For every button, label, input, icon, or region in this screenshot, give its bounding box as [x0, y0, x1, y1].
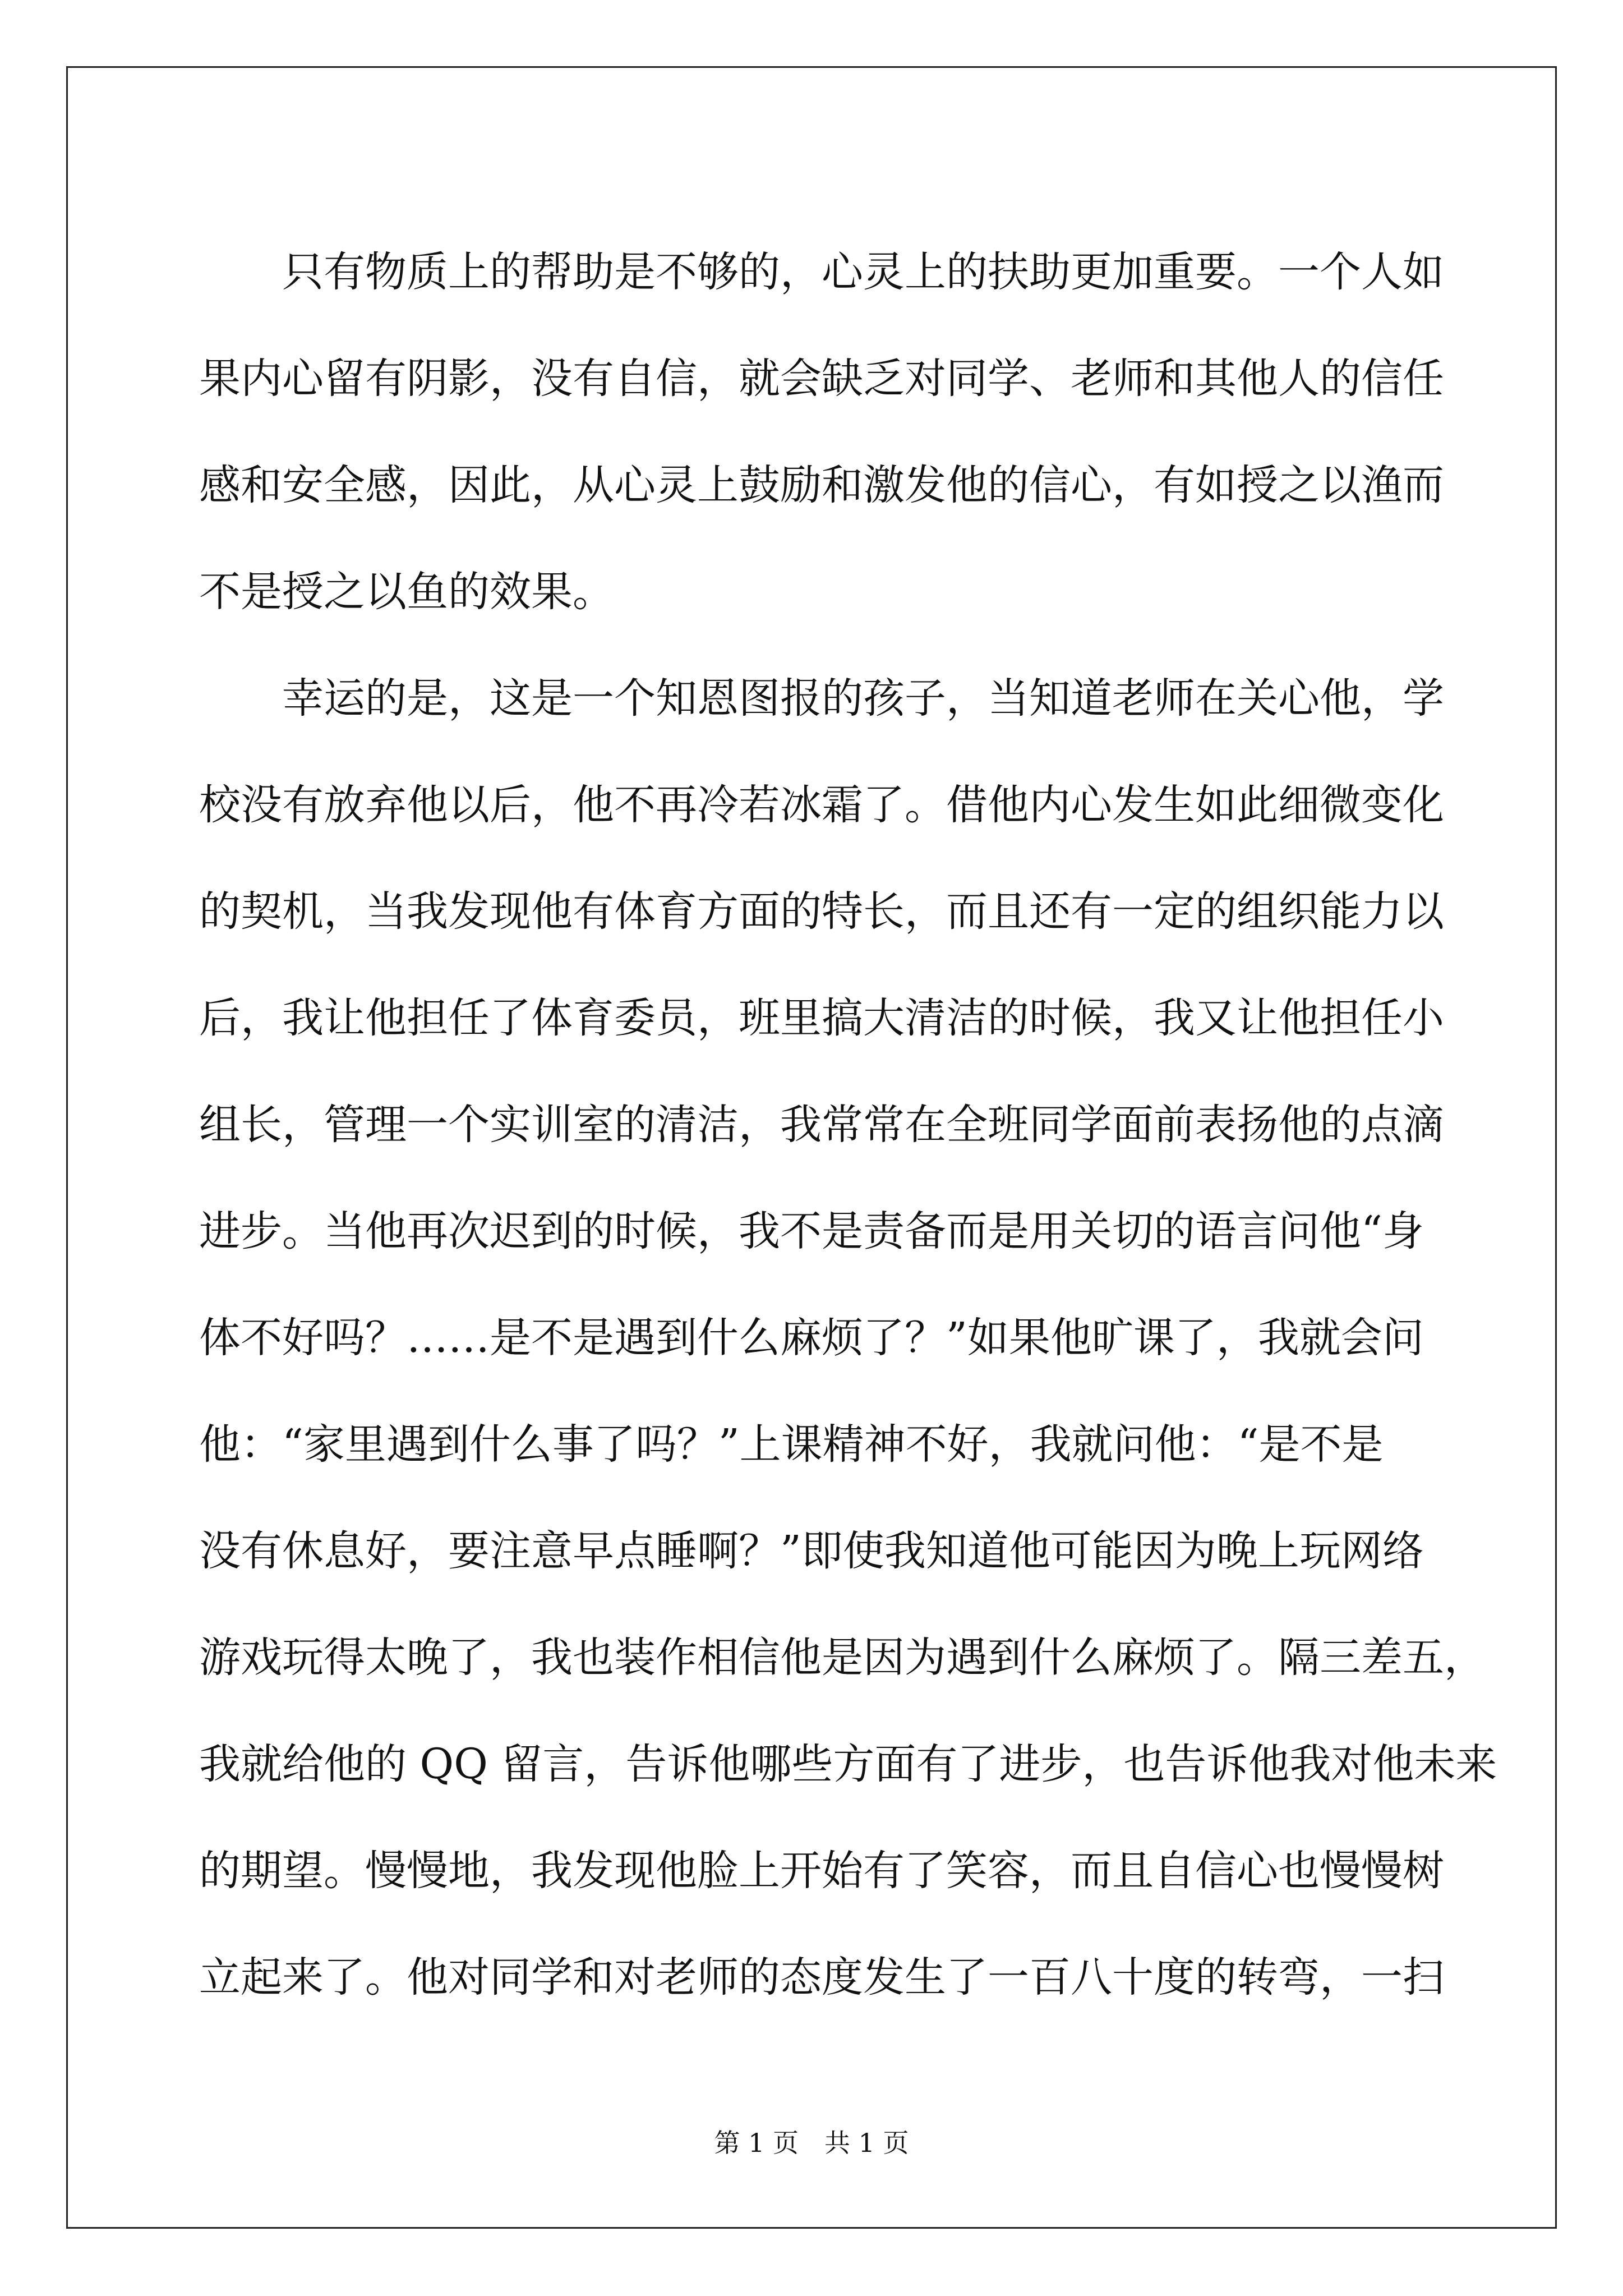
text-line: 没有休息好，要注意早点睡啊？”即使我知道他可能因为晚上玩网络 — [199, 1527, 1424, 1575]
text-line: 我就给他的 QQ 留言，告诉他哪些方面有了进步，也告诉他我对他未来 — [199, 1740, 1497, 1788]
text-line: 果内心留有阴影，没有自信，就会缺乏对同学、老师和其他人的信任 — [199, 355, 1444, 403]
text-line: 幸运的是，这是一个知恩图报的孩子，当知道老师在关心他，学 — [282, 674, 1444, 723]
text-line: 的期望。慢慢地，我发现他脸上开始有了笑容，而且自信心也慢慢树 — [199, 1847, 1444, 1895]
text-line: 不是授之以鱼的效果。 — [199, 568, 614, 616]
text-line: 体不好吗？……是不是遇到什么麻烦了？”如果他旷课了，我就会问 — [199, 1314, 1424, 1362]
document-body — [199, 219, 1497, 2031]
text-line: 的契机，当我发现他有体育方面的特长，而且还有一定的组织能力以 — [199, 887, 1444, 936]
text-line: 进步。当他再次迟到的时候，我不是责备而是用关切的语言问他“身 — [199, 1207, 1424, 1255]
text-line: 校没有放弃他以后，他不再冷若冰霜了。借他内心发生如此细微变化 — [199, 781, 1444, 829]
text-line: 后，我让他担任了体育委员，班里搞大清洁的时候，我又让他担任小 — [199, 994, 1444, 1042]
text-line: 感和安全感，因此，从心灵上鼓励和激发他的信心，有如授之以渔而 — [199, 461, 1444, 509]
page-number-footer: 第 1 页 共 1 页 — [714, 2128, 909, 2158]
text-line: 立起来了。他对同学和对老师的态度发生了一百八十度的转弯，一扫 — [199, 1953, 1444, 2001]
text-line: 他：“家里遇到什么事了吗？”上课精神不好，我就问他：“是不是 — [199, 1420, 1384, 1469]
text-line: 组长，管理一个实训室的清洁，我常常在全班同学面前表扬他的点滴 — [199, 1101, 1444, 1149]
text-line: 游戏玩得太晚了，我也装作相信他是因为遇到什么麻烦了。隔三差五， — [199, 1634, 1486, 1682]
text-line: 只有物质上的帮助是不够的，心灵上的扶助更加重要。一个人如 — [282, 248, 1444, 296]
